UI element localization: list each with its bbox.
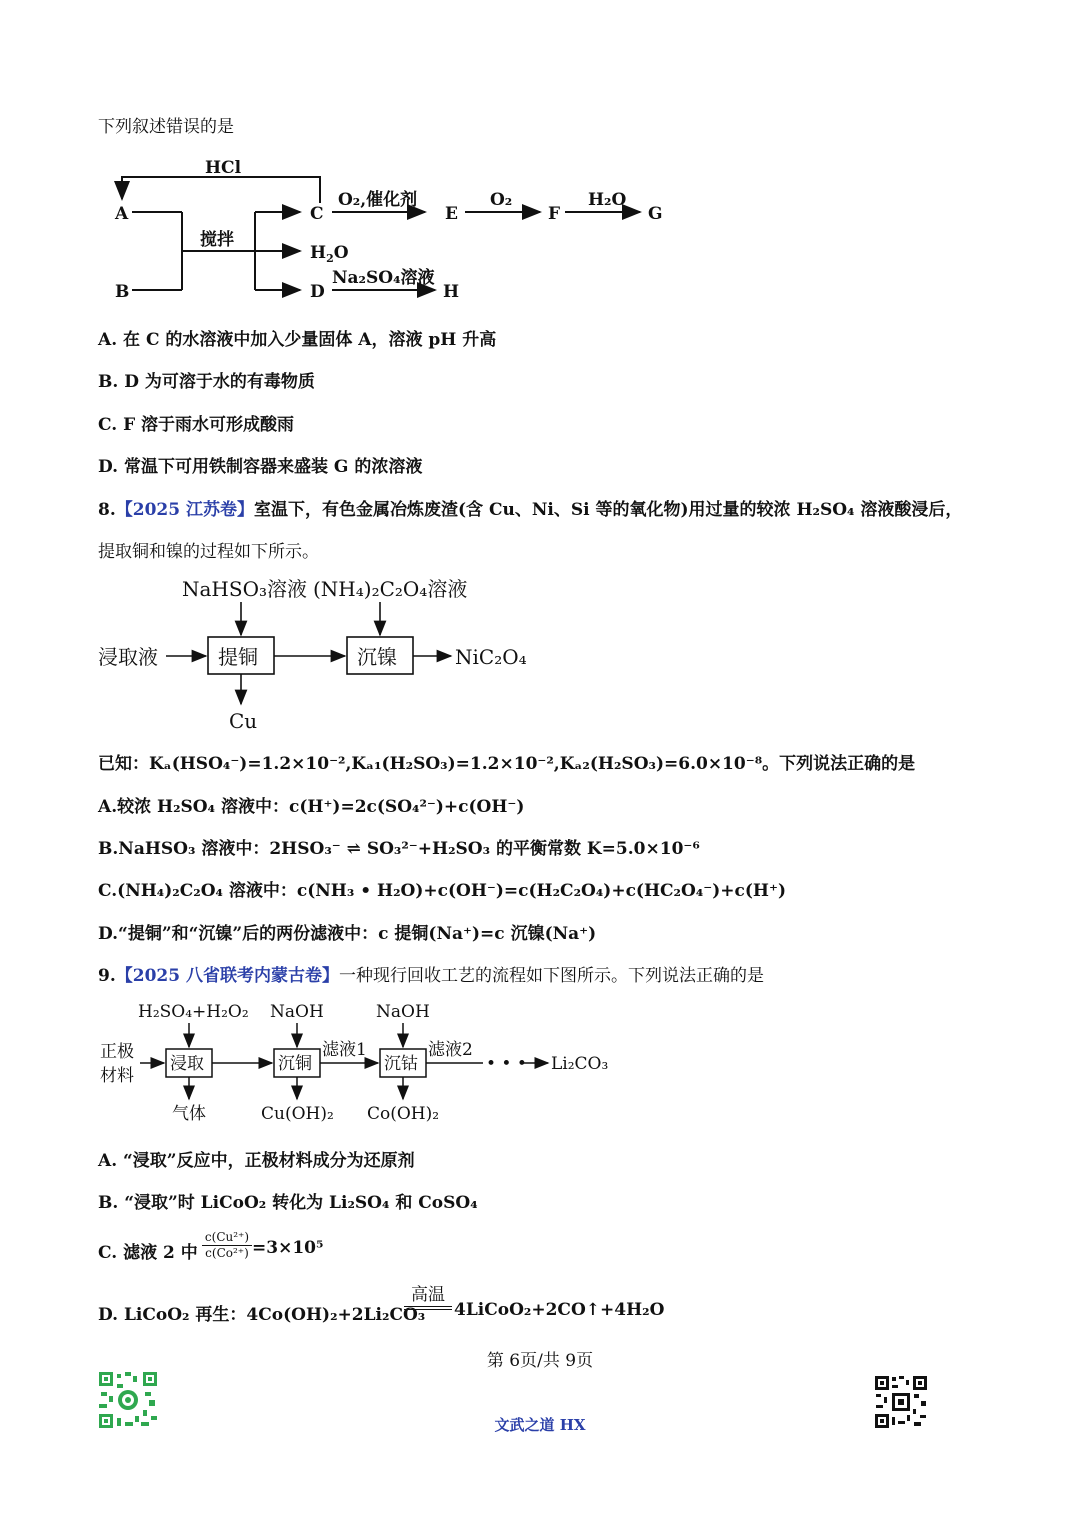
q9-label-dots: • • • bbox=[486, 1054, 527, 1074]
q8-option-b: B.NaHSO₃ 溶液中：2HSO₃⁻ ⇌ SO₃²⁻+H₂SO₃ 的平衡常数 K=5.0×10⁻⁶ bbox=[98, 839, 700, 859]
q7-label-hcl: HCl bbox=[205, 158, 242, 178]
q9-source: 【2025 八省联考内蒙古卷】 bbox=[115, 966, 339, 986]
q9-label-zhengji: 正极 bbox=[100, 1042, 134, 1062]
q9-box-chengu: 沉钴 bbox=[384, 1054, 418, 1074]
q8-label-nic2o4: NiC₂O₄ bbox=[455, 645, 527, 669]
q9-option-b: B. “浸取”时 LiCoO₂ 转化为 Li₂SO₄ 和 CoSO₄ bbox=[98, 1193, 478, 1213]
q9-fraction-denominator: c(Co²⁺) bbox=[205, 1246, 249, 1260]
q8-number: 8. bbox=[98, 500, 116, 520]
qr-code-icon bbox=[874, 1375, 928, 1429]
q9-option-c-fraction bbox=[202, 1230, 252, 1261]
q7-label-c: C bbox=[310, 204, 324, 224]
q9-box-jinqu: 浸取 bbox=[170, 1054, 204, 1074]
q7-label-f: F bbox=[548, 204, 561, 224]
q9-box-chentong: 沉铜 bbox=[278, 1054, 312, 1074]
q8-stem-line2: 提取铜和镍的过程如下所示。 bbox=[98, 542, 319, 562]
q9-option-c-prefix: C. 滤液 2 中 bbox=[98, 1243, 198, 1263]
q9-stem bbox=[98, 961, 764, 986]
q7-label-h2o: $H_2O$ bbox=[310, 243, 349, 265]
q9-label-cooh2: Co(OH)₂ bbox=[367, 1104, 440, 1124]
q7-label-a: A bbox=[115, 204, 129, 224]
q8-label-cu: Cu bbox=[229, 709, 258, 733]
q9-option-a: A. “浸取”反应中，正极材料成分为还原剂 bbox=[98, 1151, 415, 1171]
q9-label-cailiao: 材料 bbox=[100, 1066, 134, 1086]
q9-option-c-value: =3×10⁵ bbox=[252, 1238, 324, 1258]
q7-label-e: E bbox=[445, 204, 458, 224]
q9-stem-text: 一种现行回收工艺的流程如下图所示。下列说法正确的是 bbox=[338, 966, 764, 986]
q8-option-a: A.较浓 H₂SO₄ 溶液中：c(H⁺)=2c(SO₄²⁻)+c(OH⁻) bbox=[98, 797, 525, 817]
q9-flow-diagram bbox=[98, 997, 618, 1127]
q9-label-lv2: 滤液2 bbox=[428, 1040, 473, 1060]
q9-option-d-condition bbox=[404, 1286, 452, 1310]
q8-box-tigong: 提铜 bbox=[218, 645, 258, 669]
q8-option-c: C.(NH₄)₂C₂O₄ 溶液中：c(NH₃ • H₂O)+c(OH⁻)=c(H₂C₂O₄)+c(HC₂O₄⁻)+c(H⁺) bbox=[98, 881, 786, 901]
q9-label-li2co3: Li₂CO₃ bbox=[551, 1054, 609, 1074]
q9-number: 9. bbox=[98, 966, 116, 986]
q9-label-cuoh2: Cu(OH)₂ bbox=[261, 1104, 334, 1124]
q7-label-na2so4: Na₂SO₄溶液 bbox=[332, 268, 435, 288]
q7-option-d: D. 常温下可用铁制容器来盛装 G 的浓溶液 bbox=[98, 457, 423, 477]
q7-option-a: A. 在 C 的水溶液中加入少量固体 A，溶液 pH 升高 bbox=[98, 330, 497, 350]
q7-option-c: C. F 溶于雨水可形成酸雨 bbox=[98, 415, 295, 435]
q8-label-leach: 浸取液 bbox=[98, 645, 158, 669]
q9-equal-sign bbox=[404, 1306, 452, 1310]
q9-label-reagent1: H₂SO₄+H₂O₂ bbox=[138, 1002, 249, 1022]
q9-label-naoh1: NaOH bbox=[270, 1002, 324, 1022]
q8-label-nh4c2o4: (NH₄)₂C₂O₄溶液 bbox=[313, 577, 468, 601]
q7-label-o2: O₂ bbox=[490, 190, 513, 210]
q7-label-b: B bbox=[115, 282, 130, 302]
q7-label-stir: 搅拌 bbox=[200, 230, 234, 250]
q9-option-d-products: 4LiCoO₂+2CO↑+4H₂O bbox=[454, 1300, 665, 1320]
q8-stem-text: 室温下，有色金属冶炼废渣(含 Cu、Ni、Si 等的氧化物)用过量的较浓 H₂SO₄ 溶液酸浸后， bbox=[253, 500, 963, 520]
wechat-qr-code-icon bbox=[97, 1370, 159, 1430]
q7-stem: 下列叙述错误的是 bbox=[98, 117, 234, 137]
brand-name: 文武之道 HX bbox=[494, 1416, 586, 1434]
q7-option-b: B. D 为可溶于水的有毒物质 bbox=[98, 372, 315, 392]
q7-label-h2o2: H₂O bbox=[588, 190, 627, 210]
q8-label-nahso3: NaHSO₃溶液 bbox=[182, 577, 307, 601]
q9-condition-label: 高温 bbox=[411, 1285, 445, 1305]
q8-source: 【2025 江苏卷】 bbox=[115, 500, 254, 520]
q7-label-d: D bbox=[310, 282, 325, 302]
q8-flow-diagram bbox=[98, 572, 538, 737]
page-number: 第 6页/共 9页 bbox=[486, 1351, 594, 1371]
q7-flow-diagram bbox=[110, 155, 690, 305]
q8-option-d: D.“提铜”和“沉镍”后的两份滤液中：c 提铜(Na⁺)=c 沉镍(Na⁺) bbox=[98, 924, 597, 944]
q7-label-g: G bbox=[648, 204, 663, 224]
q7-label-h: H bbox=[443, 282, 460, 302]
q7-label-o2cat: O₂,催化剂 bbox=[338, 190, 418, 210]
q9-label-qiti: 气体 bbox=[172, 1104, 206, 1124]
q8-known: 已知：Kₐ(HSO₄⁻)=1.2×10⁻²,Kₐ₁(H₂SO₃)=1.2×10⁻²,Kₐ₂(H₂SO₃)=6.0×10⁻⁸。下列说法正确的是 bbox=[98, 754, 916, 774]
q9-fraction-numerator: c(Cu²⁺) bbox=[202, 1230, 252, 1246]
q8-stem-line1 bbox=[98, 495, 962, 520]
q8-box-chennie: 沉镍 bbox=[357, 645, 397, 669]
q9-label-naoh2: NaOH bbox=[376, 1002, 430, 1022]
q9-label-lv1: 滤液1 bbox=[322, 1040, 367, 1060]
q9-option-d-prefix: D. LiCoO₂ 再生：4Co(OH)₂+2Li₂CO₃ bbox=[98, 1305, 426, 1325]
